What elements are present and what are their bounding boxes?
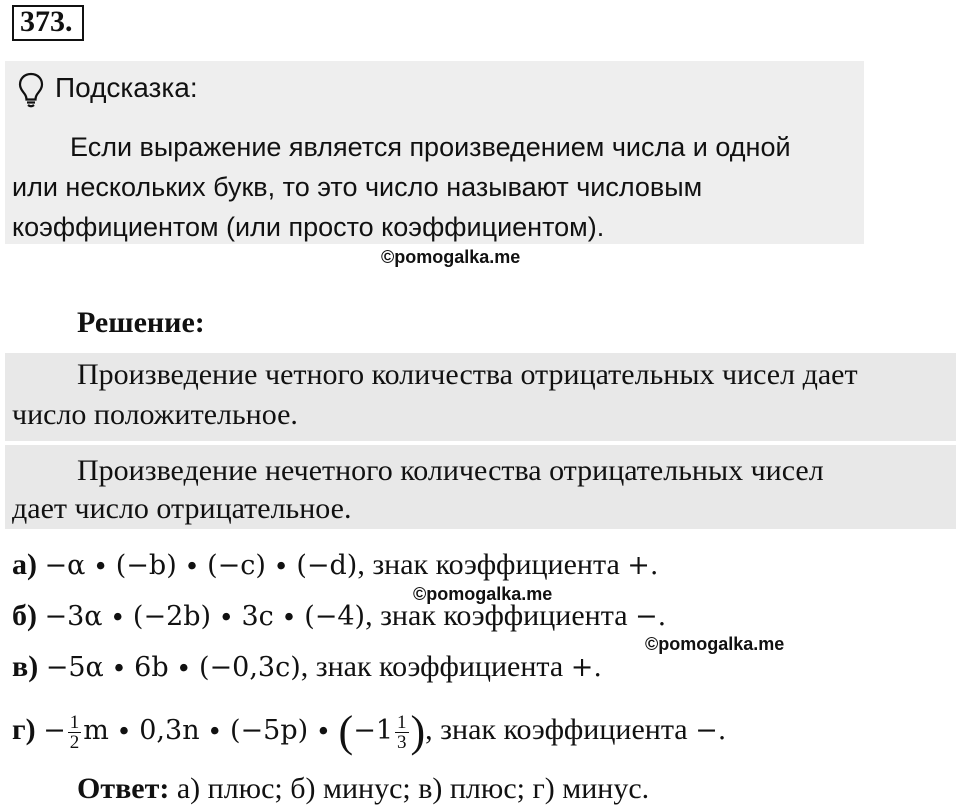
item-sign: −. bbox=[635, 601, 667, 632]
item-label: б) bbox=[12, 599, 37, 632]
rule2-line-2: дает число отрицательное. bbox=[12, 492, 352, 525]
mixed-whole: −1 bbox=[353, 715, 394, 746]
item-expr-middle: m ∙ 0,3n ∙ (−5p) ∙ bbox=[83, 715, 339, 746]
answer-text: а) плюс; б) минус; в) плюс; г) минус. bbox=[176, 772, 650, 805]
lightbulb-icon bbox=[18, 72, 44, 108]
item-c bbox=[12, 647, 602, 688]
item-text: , знак коэффициента bbox=[425, 713, 688, 746]
watermark: ©pomogalka.me bbox=[645, 634, 785, 654]
solution-title: Решение: bbox=[77, 306, 205, 339]
watermark: ©pomogalka.me bbox=[413, 584, 553, 604]
item-label: в) bbox=[12, 650, 39, 683]
task-number: 373. bbox=[12, 5, 84, 41]
item-expression: −3α ∙ (−2b) ∙ 3c ∙ (−4) bbox=[44, 601, 366, 632]
hint-line-3: коэффициентом (или просто коэффициентом). bbox=[12, 212, 605, 242]
mixed-fraction bbox=[395, 713, 409, 752]
item-b bbox=[12, 596, 666, 637]
rule1-line-2: число положительное. bbox=[12, 398, 298, 431]
item-expr-prefix: − bbox=[43, 715, 66, 746]
fraction-numerator: 1 bbox=[69, 711, 80, 733]
watermark: ©pomogalka.me bbox=[381, 247, 521, 267]
item-label: а) bbox=[12, 548, 37, 581]
item-text: , знак коэффициента bbox=[365, 599, 628, 632]
item-sign: +. bbox=[627, 550, 659, 581]
right-paren: ) bbox=[410, 707, 426, 757]
fraction-denominator: 2 bbox=[69, 731, 80, 753]
item-d bbox=[12, 707, 727, 757]
rule1-line-1: Произведение четного количества отрицательных чисел дает bbox=[77, 358, 858, 391]
answer-label: Ответ: bbox=[77, 772, 170, 805]
item-text: , знак коэффициента bbox=[357, 548, 620, 581]
item-label: г) bbox=[12, 713, 36, 746]
item-sign: −. bbox=[695, 715, 727, 746]
left-paren: ( bbox=[338, 707, 354, 757]
fraction bbox=[68, 713, 82, 752]
item-text: , знак коэффициента bbox=[300, 650, 564, 683]
item-expression: −α ∙ (−b) ∙ (−c) ∙ (−d) bbox=[44, 550, 358, 581]
answer bbox=[77, 769, 649, 809]
hint-title: Подсказка: bbox=[55, 72, 198, 103]
hint-line-1: Если выражение является произведением числа и одной bbox=[70, 132, 791, 162]
rule2-line-1: Произведение нечетного количества отрицательных чисел bbox=[77, 454, 824, 487]
item-a bbox=[12, 545, 659, 586]
item-expression: −5α ∙ 6b ∙ (−0,3c) bbox=[45, 652, 301, 683]
item-sign: +. bbox=[570, 652, 602, 683]
hint-line-2: или нескольких букв, то это число называют числовым bbox=[12, 172, 703, 202]
fraction-denominator: 3 bbox=[397, 731, 407, 753]
fraction-numerator: 1 bbox=[397, 711, 407, 733]
